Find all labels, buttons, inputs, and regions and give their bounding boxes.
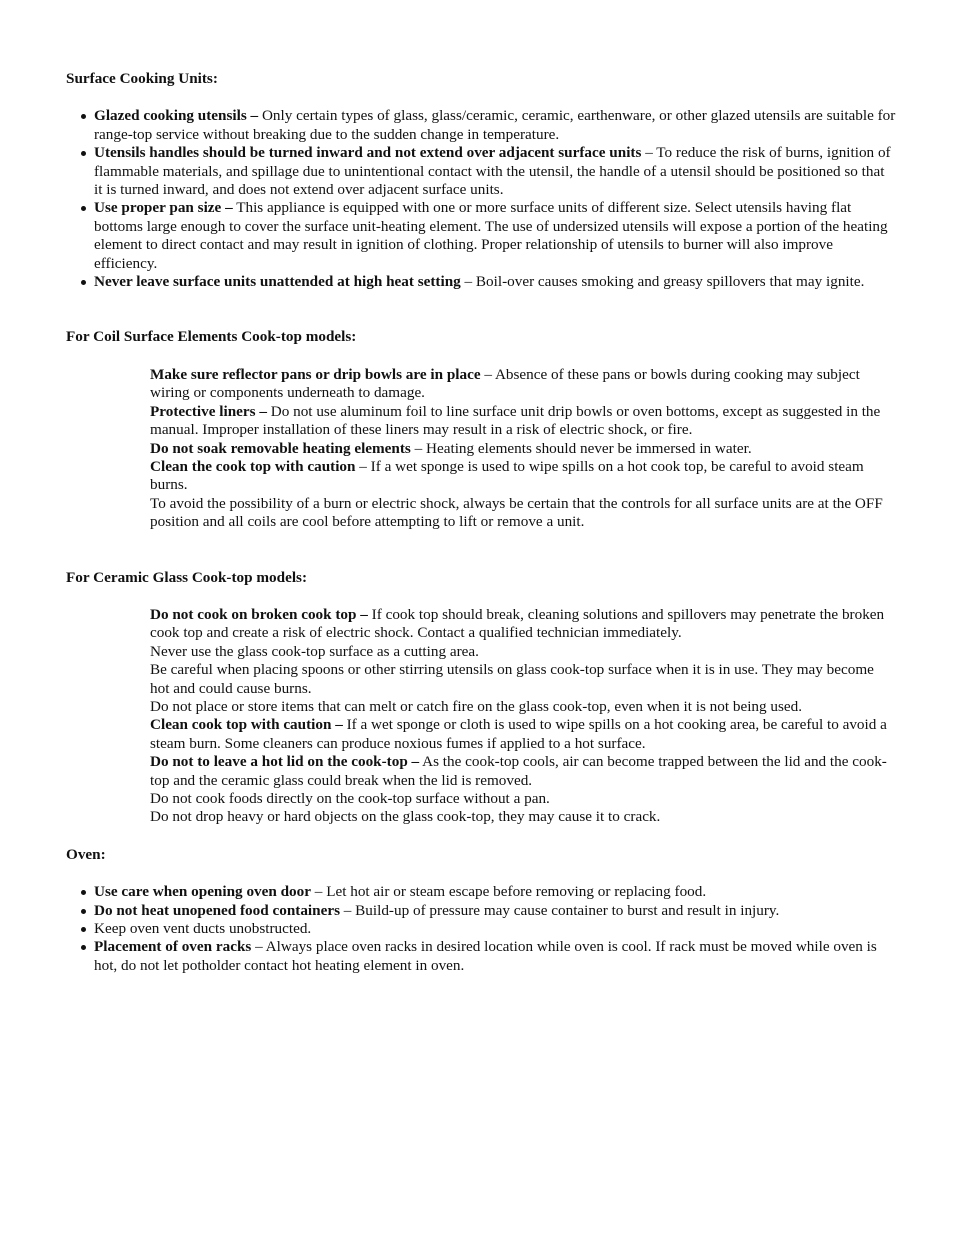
item-title: Use care when opening oven door [94,883,311,901]
item-title: Make sure reflector pans or drip bowls are in place [150,365,481,383]
item-title: Utensils handles should be turned inward and not extend over adjacent surface units [94,144,642,162]
document-page [66,70,896,975]
item-text: – If a wet sponge is used to wipe spills on a hot cook top, be careful to avoid steam burns. [150,457,864,494]
paragraph [150,661,890,698]
paragraph [150,606,890,643]
item-title: Do not soak removable heating elements [150,439,411,457]
paragraph [150,403,890,440]
item-text: This appliance is equipped with one or more surface units of different size. Select utensils having flat bottoms large enough to cover the surface unit-heating element. The use of undersized utensils will expose a portion of the heating element to direct contact and may result in ignition of clothing. Proper relationship of utensils to burner will also improve efficiency. [94,199,888,272]
paragraph [150,495,890,532]
list-item [94,144,896,199]
item-text: – Always place oven racks in desired location while oven is cool. If rack must be moved while oven is hot, do not let potholder contact hot heating element in oven. [94,938,877,974]
item-text: Only certain types of glass, glass/ceramic, ceramic, earthenware, or other glazed utensils are suitable for range-top service without breaking due to the sudden change in temperature. [94,107,896,143]
list-item [94,199,896,273]
surface-cooking-list [66,107,896,291]
item-text: – Build-up of pressure may cause container to burst and result in injury. [339,901,780,919]
item-text: Do not drop heavy or hard objects on the glass cook-top, they may cause it to crack. [150,808,661,826]
item-title: Do not cook on broken cook top – [150,605,368,623]
item-text: – Let hot air or steam escape before removing or replacing food. [311,883,707,901]
list-item [94,938,896,975]
paragraph [150,716,890,753]
paragraph [150,753,890,790]
item-text: Keep oven vent ducts unobstructed. [94,920,312,938]
item-text: Be careful when placing spoons or other stirring utensils on glass cook-top surface when it is in use. They may become hot and could cause burns. [150,661,874,697]
item-title: Protective liners – [150,402,267,420]
list-item [94,107,896,144]
heading-oven: Oven: [66,845,106,863]
item-title: Never leave surface units unattended at high heat setting [94,273,461,291]
heading-coil-cooktop: For Coil Surface Elements Cook-top models: [66,328,357,346]
item-title: Do not heat unopened food containers [94,901,340,919]
item-text: If cook top should break, cleaning solutions and spillovers may penetrate the broken cook top and create a risk of electric shock. Contact a qualified technician immediately. [150,605,885,642]
item-text: To avoid the possibility of a burn or electric shock, always be certain that the controls for all surface units are at the OFF position and all coils are cool before attempting to lift or remove a unit. [150,494,883,531]
coil-cooktop-section [150,366,890,532]
item-text: – Boil-over causes smoking and greasy spillovers that may ignite. [460,273,865,291]
item-title: Clean cook top with caution – [150,716,343,734]
item-title: Use proper pan size – [94,199,233,217]
item-title: Clean the cook top with caution [150,457,356,475]
item-title: Placement of oven racks [94,938,252,956]
item-text: – Heating elements should never be immersed in water. [410,439,752,457]
item-text: Never use the glass cook-top surface as a cutting area. [150,642,479,660]
paragraph [150,440,890,458]
item-text: Do not place or store items that can melt or catch fire on the glass cook-top, even when it is not being used. [150,697,803,715]
item-text: As the cook-top cools, air can become trapped between the lid and the cook-top and the ceramic glass could break when the lid is removed. [150,753,887,789]
ceramic-cooktop-section [150,606,890,827]
item-text: – Absence of these pans or bowls during cooking may subject wiring or components underneath to damage. [150,365,860,402]
list-item [94,920,896,938]
paragraph [150,808,890,826]
oven-list [66,883,896,975]
heading-ceramic-cooktop: For Ceramic Glass Cook-top models: [66,568,308,586]
item-text: – To reduce the risk of burns, ignition of flammable materials, and spillage due to unintentional contact with the utensil, the handle of a utensil should be positioned so that it is turned inward, and does not extend over adjacent surface units. [94,144,891,199]
item-text: Do not cook foods directly on the cook-top surface without a pan. [150,790,550,807]
item-text: Do not use aluminum foil to line surface unit drip bowls or oven bottoms, except as suggested in the manual. Improper installation of these liners may result in a risk of electric shock, or fire. [150,402,881,439]
paragraph [150,458,890,495]
list-item [94,902,896,920]
list-item [94,883,896,901]
item-text: If a wet sponge or cloth is used to wipe spills on a hot cooking area, be careful to avoid a steam burn. Some cleaners can produce noxious fumes if applied to a hot surface. [150,716,887,752]
paragraph [150,643,890,661]
paragraph [150,790,890,808]
heading-surface-cooking-units: Surface Cooking Units: [66,70,218,87]
item-title: Do not to leave a hot lid on the cook-top – [150,753,420,771]
item-title: Glazed cooking utensils – [94,107,259,125]
list-item [94,273,896,291]
paragraph [150,366,890,403]
paragraph [150,698,890,716]
